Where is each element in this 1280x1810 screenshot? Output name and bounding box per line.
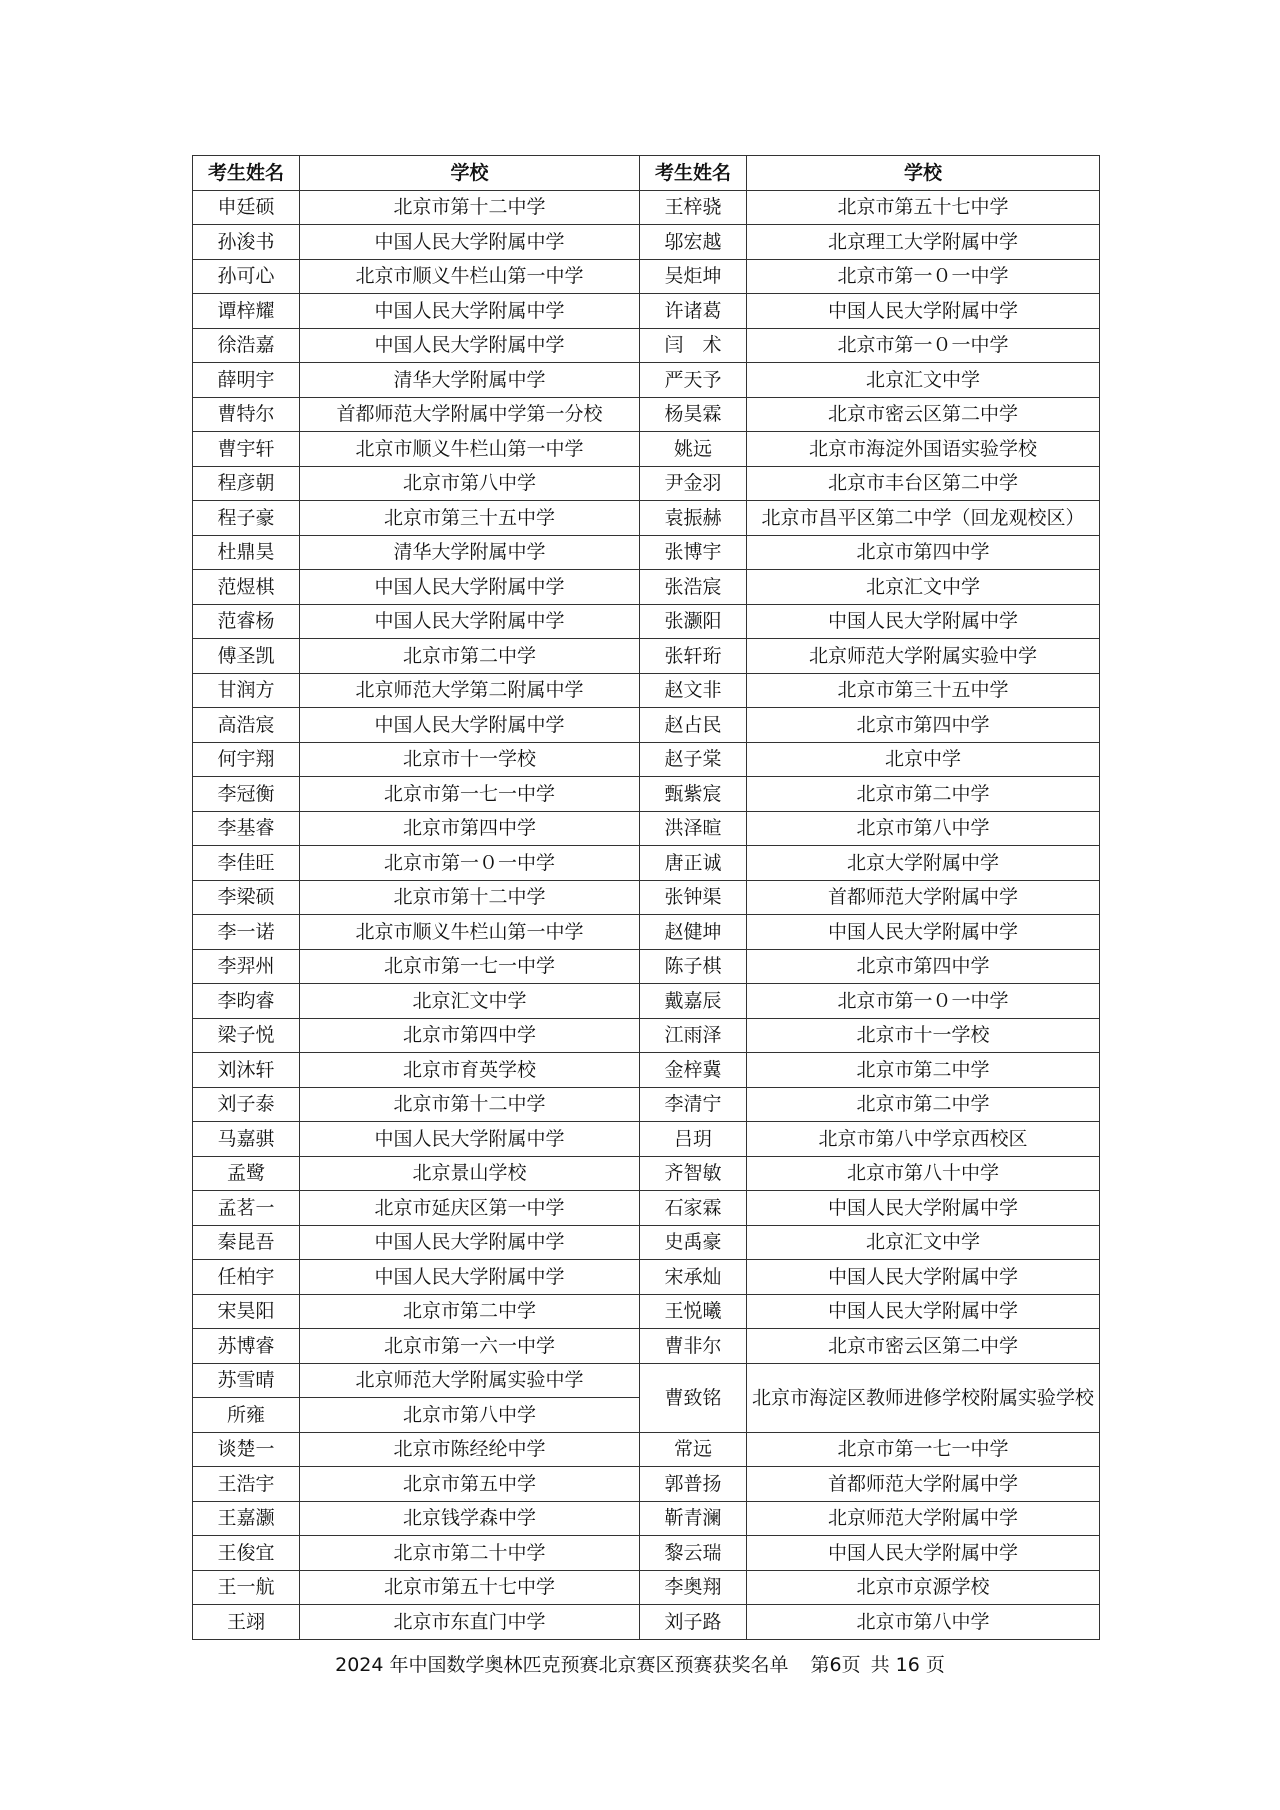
student-name-left: 薛明宇: [193, 363, 300, 398]
student-name-left: 范睿杨: [193, 604, 300, 639]
header-school-left: 学校: [300, 156, 640, 191]
student-name-right: 王梓骁: [640, 190, 747, 225]
school-left: 北京市第一六一中学: [300, 1329, 640, 1364]
table-row: [193, 1467, 1100, 1502]
school-left: 清华大学附属中学: [300, 363, 640, 398]
school-left: 北京市延庆区第一中学: [300, 1191, 640, 1226]
school-right: 北京市第二中学: [747, 777, 1100, 812]
student-name-right: 甄紫宸: [640, 777, 747, 812]
student-name-right: 赵文非: [640, 673, 747, 708]
school-right: 北京市京源学校: [747, 1570, 1100, 1605]
school-right: 北京市第一七一中学: [747, 1432, 1100, 1467]
student-name-right: 李清宁: [640, 1087, 747, 1122]
school-left: 中国人民大学附属中学: [300, 1260, 640, 1295]
school-right: 北京市十一学校: [747, 1018, 1100, 1053]
table-row: [193, 1122, 1100, 1157]
school-right: 北京市昌平区第二中学（回龙观校区）: [747, 501, 1100, 536]
school-left: 北京市东直门中学: [300, 1605, 640, 1640]
student-name-left: 范煜棋: [193, 570, 300, 605]
school-left: 北京市第一七一中学: [300, 777, 640, 812]
table-row: [193, 225, 1100, 260]
student-name-left: 任柏宇: [193, 1260, 300, 1295]
student-name-left: 徐浩嘉: [193, 328, 300, 363]
student-name-right: 姚远: [640, 432, 747, 467]
student-name-right: 杨昊霖: [640, 397, 747, 432]
student-name-right: 许诸葛: [640, 294, 747, 329]
student-name-left: 程彦朝: [193, 466, 300, 501]
school-right: 北京师范大学附属中学: [747, 1501, 1100, 1536]
student-name-left: 高浩宸: [193, 708, 300, 743]
student-name-left: 秦昆吾: [193, 1225, 300, 1260]
school-left: 北京钱学森中学: [300, 1501, 640, 1536]
student-name-right: 赵子棠: [640, 742, 747, 777]
student-name-right: 王悦曦: [640, 1294, 747, 1329]
school-left: 中国人民大学附属中学: [300, 708, 640, 743]
student-name-left: 所雍: [193, 1398, 300, 1433]
student-name-left: 刘子泰: [193, 1087, 300, 1122]
student-name-right: 宋承灿: [640, 1260, 747, 1295]
student-name-left: 刘沐轩: [193, 1053, 300, 1088]
table-row: [193, 1363, 1100, 1398]
student-name-right: 李奥翔: [640, 1570, 747, 1605]
table-row: [193, 259, 1100, 294]
student-name-left: 曹特尔: [193, 397, 300, 432]
student-name-right: 常远: [640, 1432, 747, 1467]
student-name-right: 邬宏越: [640, 225, 747, 260]
student-name-left: 苏雪晴: [193, 1363, 300, 1398]
school-right: 北京市第二中学: [747, 1087, 1100, 1122]
school-left: 北京师范大学附属实验中学: [300, 1363, 640, 1398]
table-row: [193, 708, 1100, 743]
table-row: [193, 984, 1100, 1019]
table-row: [193, 949, 1100, 984]
school-left: 首都师范大学附属中学第一分校: [300, 397, 640, 432]
school-left: 北京市顺义牛栏山第一中学: [300, 915, 640, 950]
header-name-left: 考生姓名: [193, 156, 300, 191]
student-name-right: 戴嘉辰: [640, 984, 747, 1019]
student-name-right: 赵占民: [640, 708, 747, 743]
student-name-left: 王俊宜: [193, 1536, 300, 1571]
student-name-right: 陈子棋: [640, 949, 747, 984]
student-name-left: 李羿州: [193, 949, 300, 984]
table-row: [193, 742, 1100, 777]
table-row: [193, 639, 1100, 674]
school-left: 中国人民大学附属中学: [300, 225, 640, 260]
school-left: 北京市第一七一中学: [300, 949, 640, 984]
student-name-left: 王一航: [193, 1570, 300, 1605]
table-row: [193, 363, 1100, 398]
student-name-right: 石家霖: [640, 1191, 747, 1226]
table-row: [193, 294, 1100, 329]
school-left: 北京市陈经纶中学: [300, 1432, 640, 1467]
student-name-left: 李梁硕: [193, 880, 300, 915]
header-school-right: 学校: [747, 156, 1100, 191]
school-right: 北京市第八中学: [747, 811, 1100, 846]
student-name-right: 齐智敏: [640, 1156, 747, 1191]
student-name-left: 梁子悦: [193, 1018, 300, 1053]
school-left: 北京市第二中学: [300, 639, 640, 674]
school-left: 北京师范大学第二附属中学: [300, 673, 640, 708]
table-row: [193, 777, 1100, 812]
table-row: [193, 535, 1100, 570]
student-name-left: 曹宇轩: [193, 432, 300, 467]
school-right: 北京汇文中学: [747, 570, 1100, 605]
table-row: [193, 880, 1100, 915]
school-left: 中国人民大学附属中学: [300, 1122, 640, 1157]
student-name-left: 申廷硕: [193, 190, 300, 225]
student-name-left: 孟茗一: [193, 1191, 300, 1226]
student-name-right: 严天予: [640, 363, 747, 398]
student-name-left: 马嘉骐: [193, 1122, 300, 1157]
student-name-left: 程子豪: [193, 501, 300, 536]
student-name-left: 王浩宇: [193, 1467, 300, 1502]
school-left: 中国人民大学附属中学: [300, 328, 640, 363]
table-row: [193, 604, 1100, 639]
school-right: 北京市第三十五中学: [747, 673, 1100, 708]
student-name-left: 李一诺: [193, 915, 300, 950]
school-left: 北京市第八中学: [300, 466, 640, 501]
school-left: 北京市第八中学: [300, 1398, 640, 1433]
table-row: [193, 570, 1100, 605]
student-name-left: 谈楚一: [193, 1432, 300, 1467]
school-right: 北京市第四中学: [747, 708, 1100, 743]
school-right: 北京师范大学附属实验中学: [747, 639, 1100, 674]
school-right: 北京市第四中学: [747, 535, 1100, 570]
footer-title: 2024 年中国数学奥林匹克预赛北京赛区预赛获奖名单: [335, 1654, 789, 1676]
school-right: 北京市第八十中学: [747, 1156, 1100, 1191]
table-row: [193, 190, 1100, 225]
school-left: 中国人民大学附属中学: [300, 570, 640, 605]
table-row: [193, 432, 1100, 467]
student-name-left: 甘润方: [193, 673, 300, 708]
school-left: 北京市第一０一中学: [300, 846, 640, 881]
table-row: [193, 328, 1100, 363]
school-left: 北京市第五中学: [300, 1467, 640, 1502]
student-name-right: 郭普扬: [640, 1467, 747, 1502]
school-left: 中国人民大学附属中学: [300, 604, 640, 639]
table-row: [193, 466, 1100, 501]
school-right: 中国人民大学附属中学: [747, 1191, 1100, 1226]
school-right: 中国人民大学附属中学: [747, 1294, 1100, 1329]
student-name-left: 孙可心: [193, 259, 300, 294]
school-right: 北京市海淀区教师进修学校附属实验学校: [747, 1363, 1100, 1432]
student-name-right: 吕玥: [640, 1122, 747, 1157]
student-name-left: 李冠衡: [193, 777, 300, 812]
school-right: 北京汇文中学: [747, 1225, 1100, 1260]
school-right: 北京市海淀外国语实验学校: [747, 432, 1100, 467]
school-right: 北京大学附属中学: [747, 846, 1100, 881]
school-right: 首都师范大学附属中学: [747, 880, 1100, 915]
table-row: [193, 673, 1100, 708]
table-row: [193, 1432, 1100, 1467]
footer-total: 共 16 页: [870, 1654, 945, 1676]
table-row: [193, 1294, 1100, 1329]
school-right: 北京理工大学附属中学: [747, 225, 1100, 260]
school-right: 北京市第一０一中学: [747, 259, 1100, 294]
student-name-right: 尹金羽: [640, 466, 747, 501]
student-name-left: 苏博睿: [193, 1329, 300, 1364]
student-name-right: 靳青澜: [640, 1501, 747, 1536]
school-left: 北京市顺义牛栏山第一中学: [300, 432, 640, 467]
header-name-right: 考生姓名: [640, 156, 747, 191]
school-right: 北京市第八中学: [747, 1605, 1100, 1640]
school-left: 北京市第二中学: [300, 1294, 640, 1329]
school-right: 北京市第八中学京西校区: [747, 1122, 1100, 1157]
school-left: 北京市第四中学: [300, 811, 640, 846]
school-right: 中国人民大学附属中学: [747, 1536, 1100, 1571]
page-footer: [0, 1650, 1280, 1677]
table-row: [193, 915, 1100, 950]
student-name-right: 张灏阳: [640, 604, 747, 639]
table-row: [193, 1536, 1100, 1571]
school-right: 北京市第四中学: [747, 949, 1100, 984]
student-name-left: 李昀睿: [193, 984, 300, 1019]
school-left: 中国人民大学附属中学: [300, 1225, 640, 1260]
table-row: [193, 1501, 1100, 1536]
school-right: 中国人民大学附属中学: [747, 604, 1100, 639]
student-name-left: 谭梓耀: [193, 294, 300, 329]
table-row: [193, 1225, 1100, 1260]
table-row: [193, 397, 1100, 432]
student-name-right: 史禹豪: [640, 1225, 747, 1260]
table-row: [193, 1018, 1100, 1053]
school-left: 中国人民大学附属中学: [300, 294, 640, 329]
school-right: 中国人民大学附属中学: [747, 294, 1100, 329]
school-left: 北京市顺义牛栏山第一中学: [300, 259, 640, 294]
student-name-left: 孙浚书: [193, 225, 300, 260]
header-row: [193, 156, 1100, 191]
table-row: [193, 1570, 1100, 1605]
student-name-right: 金梓冀: [640, 1053, 747, 1088]
school-left: 北京汇文中学: [300, 984, 640, 1019]
school-right: 北京市第五十七中学: [747, 190, 1100, 225]
student-name-right: 袁振赫: [640, 501, 747, 536]
student-name-left: 杜鼎昊: [193, 535, 300, 570]
student-name-left: 何宇翔: [193, 742, 300, 777]
student-name-right: 赵健坤: [640, 915, 747, 950]
school-right: 北京市第一０一中学: [747, 328, 1100, 363]
student-name-right: 曹致铭: [640, 1363, 747, 1432]
awards-table: [192, 155, 1100, 1640]
school-right: 北京市密云区第二中学: [747, 397, 1100, 432]
school-right: 首都师范大学附属中学: [747, 1467, 1100, 1502]
student-name-left: 王翊: [193, 1605, 300, 1640]
school-right: 北京市丰台区第二中学: [747, 466, 1100, 501]
student-name-right: 吴炬坤: [640, 259, 747, 294]
school-left: 北京市第十二中学: [300, 190, 640, 225]
student-name-right: 刘子路: [640, 1605, 747, 1640]
school-right: 北京市密云区第二中学: [747, 1329, 1100, 1364]
student-name-left: 李基睿: [193, 811, 300, 846]
table-row: [193, 846, 1100, 881]
student-name-right: 张博宇: [640, 535, 747, 570]
school-right: 北京汇文中学: [747, 363, 1100, 398]
school-right: 北京市第二中学: [747, 1053, 1100, 1088]
school-right: 中国人民大学附属中学: [747, 915, 1100, 950]
school-left: 北京市第五十七中学: [300, 1570, 640, 1605]
table-row: [193, 501, 1100, 536]
student-name-right: 黎云瑞: [640, 1536, 747, 1571]
student-name-right: 曹非尔: [640, 1329, 747, 1364]
student-name-right: 张轩珩: [640, 639, 747, 674]
student-name-left: 李佳旺: [193, 846, 300, 881]
table-row: [193, 1053, 1100, 1088]
school-right: 北京市第一０一中学: [747, 984, 1100, 1019]
student-name-left: 孟鹭: [193, 1156, 300, 1191]
student-name-right: 江雨泽: [640, 1018, 747, 1053]
table-row: [193, 1087, 1100, 1122]
school-right: 中国人民大学附属中学: [747, 1260, 1100, 1295]
table-row: [193, 1260, 1100, 1295]
student-name-right: 闫 术: [640, 328, 747, 363]
student-name-left: 王嘉灏: [193, 1501, 300, 1536]
table-row: [193, 1156, 1100, 1191]
school-right: 北京中学: [747, 742, 1100, 777]
school-left: 北京景山学校: [300, 1156, 640, 1191]
footer-page: 第6页: [810, 1654, 861, 1676]
school-left: 北京市育英学校: [300, 1053, 640, 1088]
school-left: 清华大学附属中学: [300, 535, 640, 570]
school-left: 北京市第十二中学: [300, 880, 640, 915]
student-name-left: 傅圣凯: [193, 639, 300, 674]
school-left: 北京市第三十五中学: [300, 501, 640, 536]
school-left: 北京市十一学校: [300, 742, 640, 777]
table-row: [193, 811, 1100, 846]
school-left: 北京市第二十中学: [300, 1536, 640, 1571]
student-name-right: 张钟渠: [640, 880, 747, 915]
student-name-right: 张浩宸: [640, 570, 747, 605]
table-row: [193, 1191, 1100, 1226]
student-name-right: 洪泽暄: [640, 811, 747, 846]
school-left: 北京市第四中学: [300, 1018, 640, 1053]
student-name-left: 宋昊阳: [193, 1294, 300, 1329]
student-name-right: 唐正诚: [640, 846, 747, 881]
school-left: 北京市第十二中学: [300, 1087, 640, 1122]
table-row: [193, 1605, 1100, 1640]
table-row: [193, 1329, 1100, 1364]
